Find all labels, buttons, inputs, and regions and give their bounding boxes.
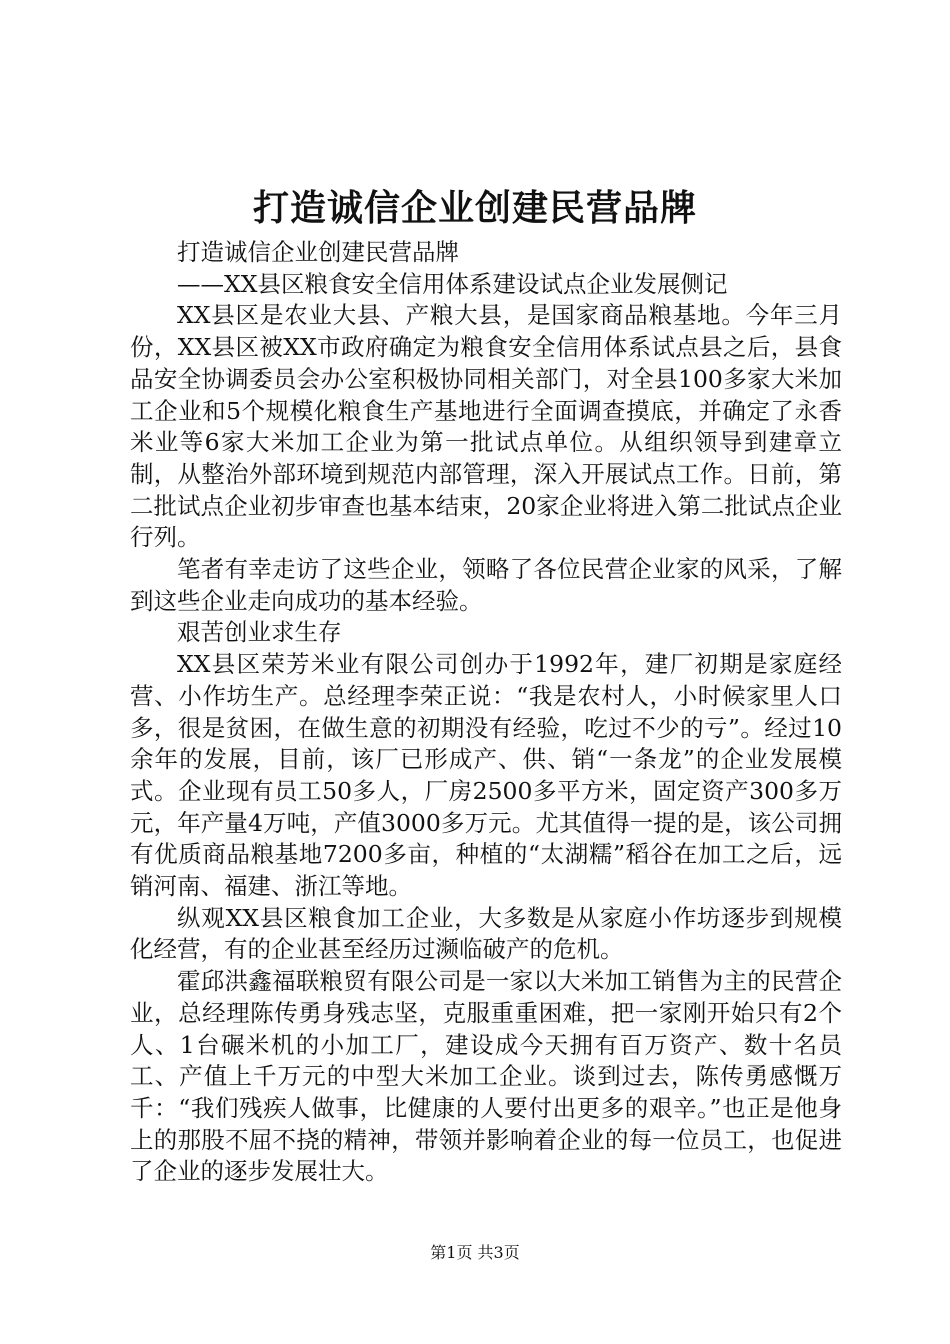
paragraph: 纵观XX县区粮食加工企业，大多数是从家庭小作坊逐步到规模化经营，有的企业甚至经历过濒临破产的危机。 xyxy=(130,903,842,964)
paragraph: 霍邱洪鑫福联粮贸有限公司是一家以大米加工销售为主的民营企业，总经理陈传勇身残志坚，克服重重困难，把一家刚开始只有2个人、1台碾米机的小加工厂，建设成今天拥有百万资产、数十名员工、产值上千万元的中型大米加工企业。谈到过去，陈传勇感慨万千：“我们残疾人做事，比健康的人要付出更多的艰辛。”也正是他身上的那股不屈不挠的精神，带领并影响着企业的每一位员工，也促进了企业的逐步发展壮大。 xyxy=(130,967,842,1186)
paragraph-subtitle: 打造诚信企业创建民营品牌 xyxy=(177,238,459,266)
document-body xyxy=(130,237,842,1188)
section-heading: 艰苦创业求生存 xyxy=(177,618,342,647)
paragraph-byline: ——XX县区粮食安全信用体系建设试点企业发展侧记 xyxy=(177,269,728,298)
paragraph: XX县区是农业大县、产粮大县，是国家商品粮基地。今年三月份，XX县区被XX市政府确定为粮食安全信用体系试点县之后，县食品安全协调委员会办公室积极协同相关部门，对全县100多家大米加工企业和5个规模化粮食生产基地进行全面调查摸底，并确定了永香米业等6家大米加工企业为第一批试点单位。从组织领导到建章立制，从整治外部环境到规范内部管理，深入开展试点工作。日前，第二批试点企业初步审查也基本结束，20家企业将进入第二批试点企业行列。 xyxy=(130,301,842,552)
page-footer: 第1页 共3页 xyxy=(430,1243,520,1262)
paragraph: XX县区荣芳米业有限公司创办于1992年，建厂初期是家庭经营、小作坊生产。总经理李荣正说：“我是农村人，小时候家里人口多，很是贫困，在做生意的初期没有经验，吃过不少的亏”。经过10余年的发展，目前，该厂已形成产、供、销“一条龙”的企业发展模式。企业现有员工50多人，厂房2500多平方米，固定资产300多万元，年产量4万吨，产值3000多万元。尤其值得一提的是，该公司拥有优质商品粮基地7200多亩，种植的“太湖糯”稻谷在加工之后，远销河南、福建、浙江等地。 xyxy=(130,650,842,901)
document-title: 打造诚信企业创建民营品牌 xyxy=(252,187,697,229)
paragraph: 笔者有幸走访了这些企业，领略了各位民营企业家的风采，了解到这些企业走向成功的基本经验。 xyxy=(130,555,842,615)
